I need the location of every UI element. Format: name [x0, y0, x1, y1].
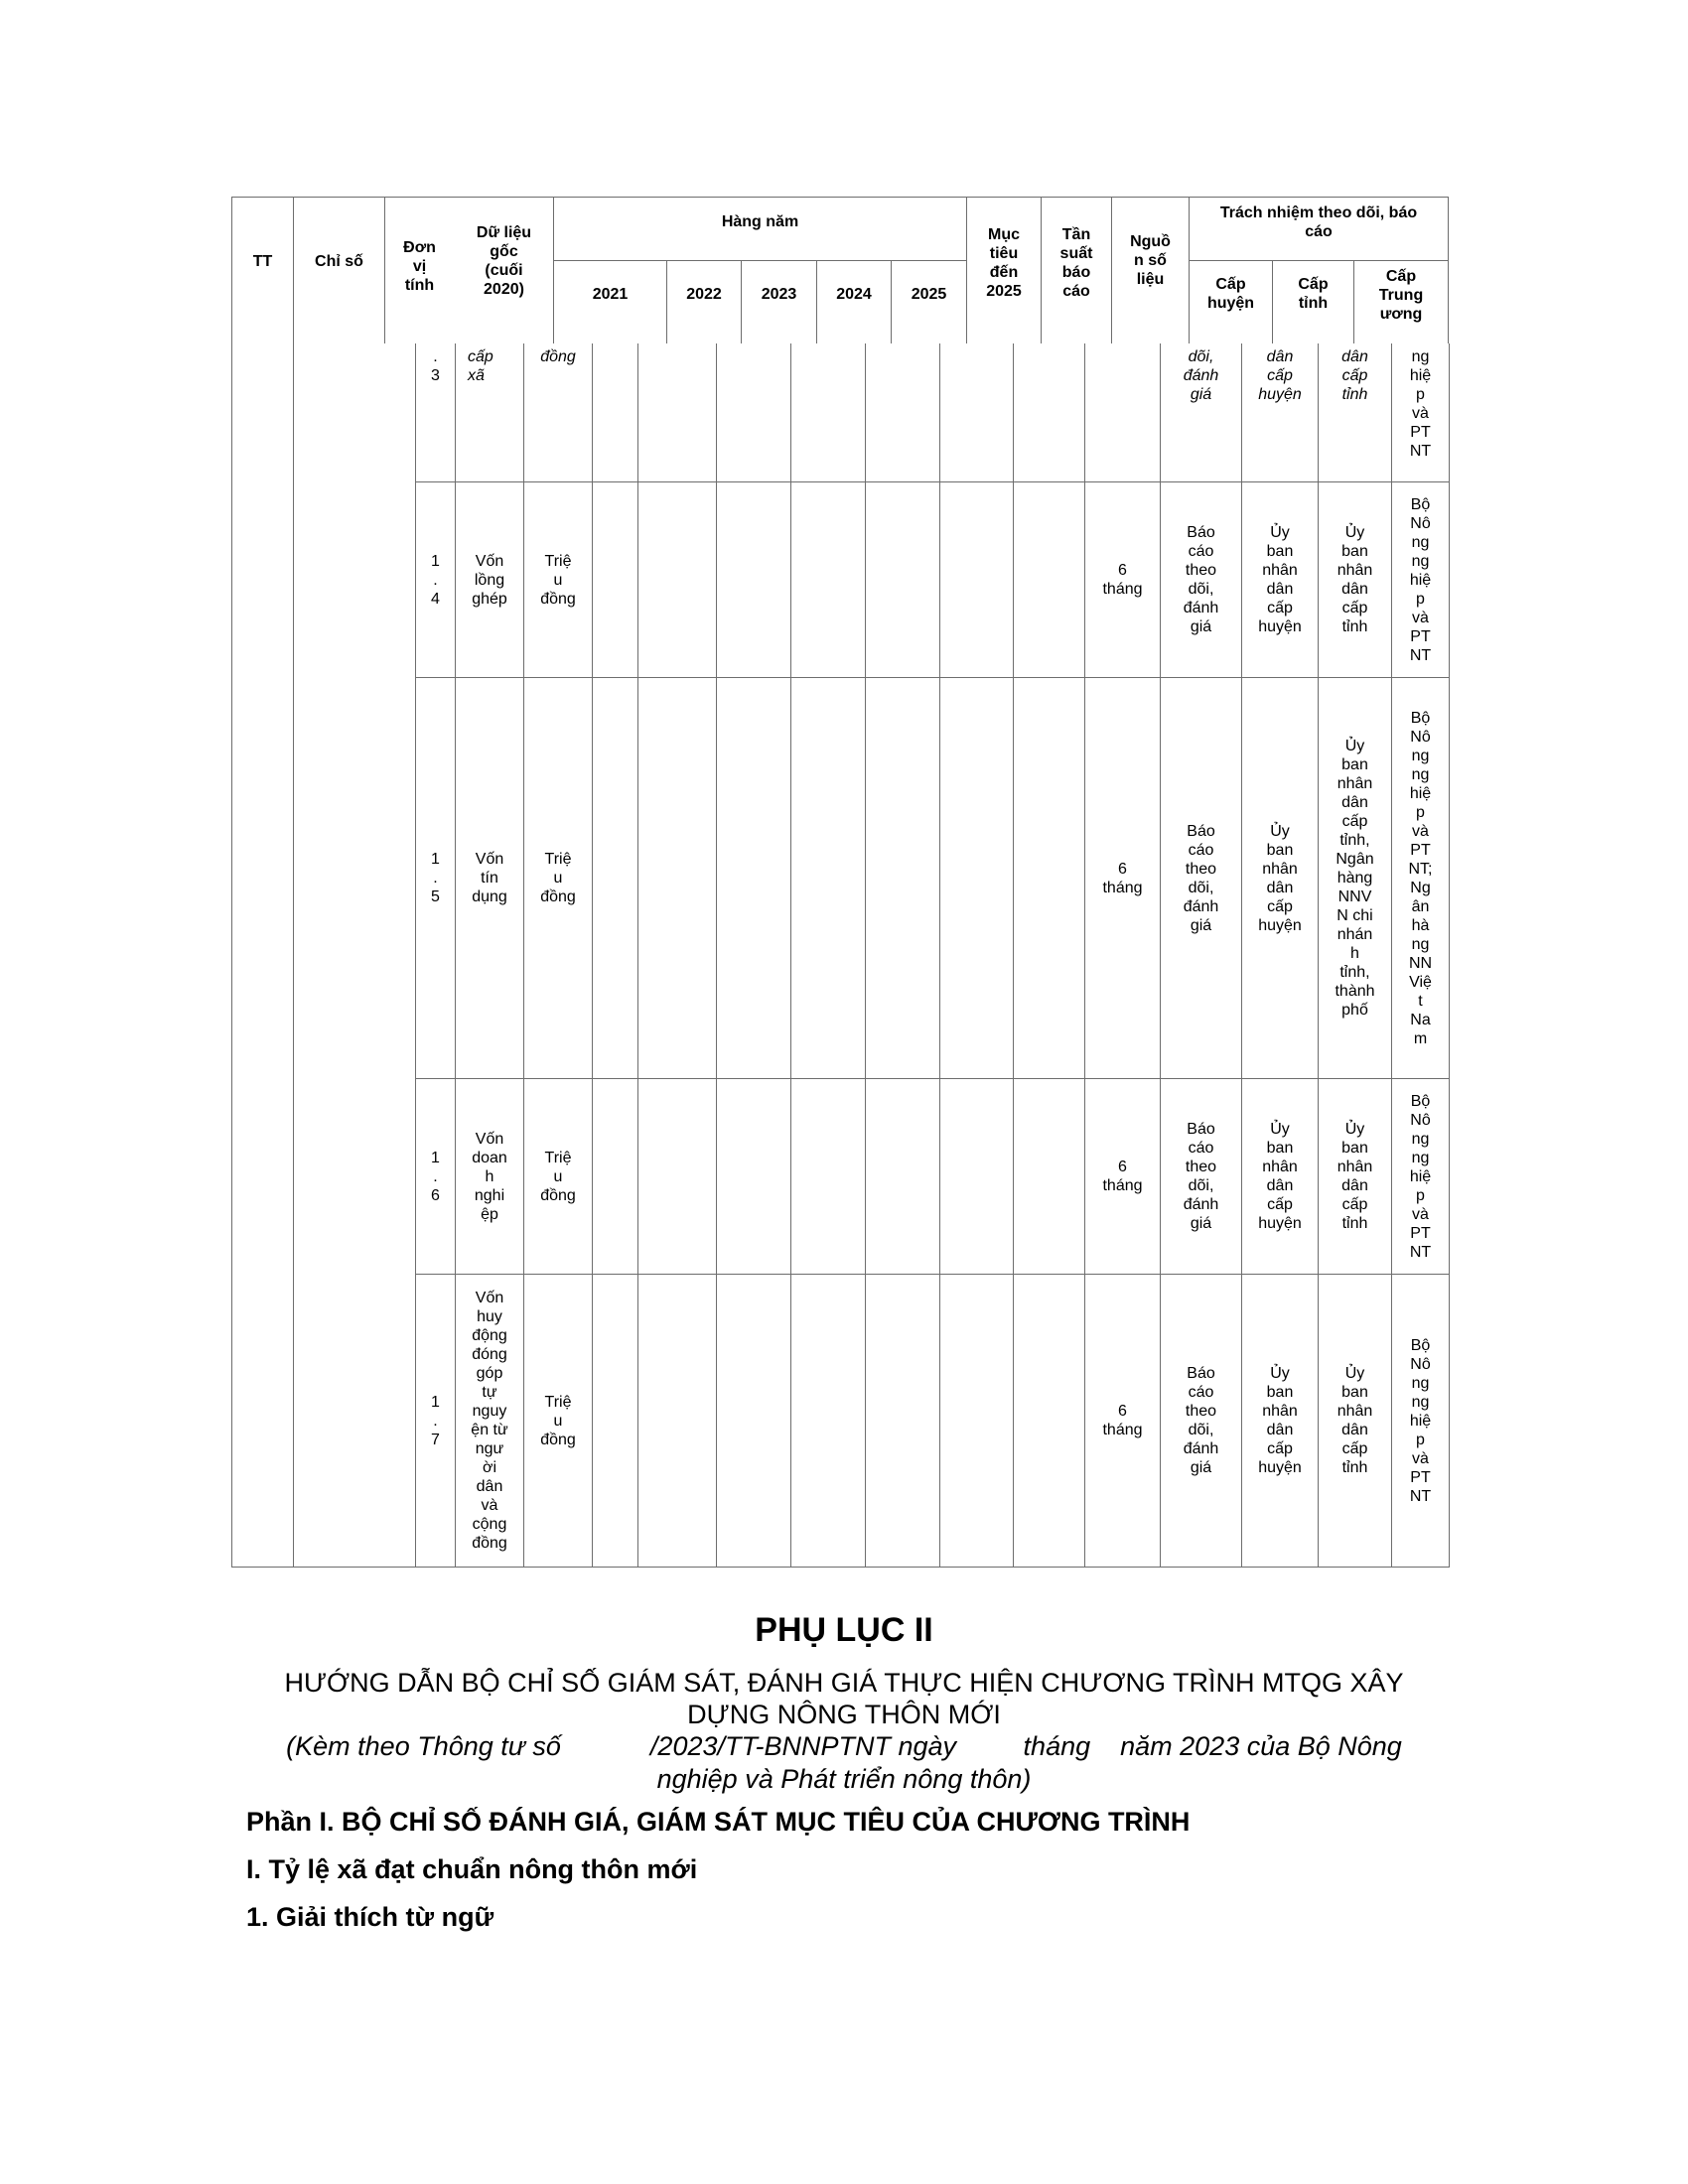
- row-nguon: dõi, đánh giá: [1183, 348, 1219, 403]
- header-year-2023: 2023: [761, 285, 797, 303]
- row-cap-huyen: Ủy ban nhân dân cấp huyện: [1258, 822, 1302, 934]
- row-nguon: Báo cáo theo dõi, đánh giá: [1183, 1365, 1219, 1476]
- row-stt: 1 . 7: [431, 1393, 440, 1448]
- header-hang-nam: Hàng năm: [721, 212, 799, 230]
- header-tan-suat: Tần suất báo cáo: [1059, 226, 1093, 300]
- section-heading: I. Tỷ lệ xã đạt chuẩn nông thôn mới: [246, 1854, 698, 1884]
- header-year-2025: 2025: [911, 285, 947, 303]
- header-don-vi-tinh: Đơn vị tính: [403, 238, 436, 294]
- header-tt: TT: [252, 252, 273, 270]
- header-muc-tieu: Mục tiêu đến 2025: [986, 226, 1022, 300]
- row-nguon: Báo cáo theo dõi, đánh giá: [1183, 524, 1219, 635]
- row-chi-so: cấp xã: [468, 348, 493, 384]
- row-chi-so: Vốn huy động đóng góp tự nguy ện từ ngư ời dân và cộng đồng: [471, 1290, 508, 1552]
- row-cap-huyen: Ủy ban nhân dân cấp huyện: [1258, 524, 1302, 635]
- row-chi-so: Vốn lồng ghép: [472, 552, 507, 608]
- row-cap-tw: Bộ Nô ng ng hiệ p và PT NT: [1409, 1092, 1432, 1261]
- row-cap-huyen: dân cấp huyện: [1258, 348, 1302, 403]
- row-stt: 1 . 5: [431, 851, 440, 905]
- row-chi-so: Vốn tín dụng: [472, 851, 507, 905]
- header-cap-huyen: Cấp huyện: [1206, 276, 1255, 312]
- row-tan-suat: 6 tháng: [1102, 860, 1143, 896]
- row-cap-tw: Bộ Nô ng ng hiệ p và PT NT: [1409, 495, 1432, 664]
- row-cap-tw: ng hiệ p và PT NT: [1409, 348, 1432, 460]
- row-cap-tinh: dân cấp tỉnh: [1341, 348, 1368, 403]
- subsection-heading: 1. Giải thích từ ngữ: [246, 1902, 494, 1932]
- header-chi-so: Chỉ số: [315, 252, 363, 270]
- header-trach-nhiem: Trách nhiệm theo dõi, báo cáo: [1219, 205, 1418, 240]
- appendix-title: PHỤ LỤC II: [755, 1611, 933, 1649]
- row-don-vi: Triệ u đồng: [540, 552, 576, 608]
- row-tan-suat: 6 tháng: [1102, 562, 1143, 598]
- row-cap-huyen: Ủy ban nhân dân cấp huyện: [1258, 1365, 1302, 1476]
- row-tan-suat: 6 tháng: [1102, 1159, 1143, 1194]
- row-stt: . 3: [431, 348, 440, 384]
- row-cap-tw: Bộ Nô ng ng hiệ p và PT NT; Ng ân hà ng NN Việ t Na m: [1408, 709, 1433, 1047]
- header-cap-tinh: Cấp tỉnh: [1298, 276, 1329, 312]
- row-tan-suat: 6 tháng: [1102, 1403, 1143, 1438]
- row-don-vi: Triệ u đồng: [540, 1149, 576, 1204]
- header-cap-trung-uong: Cấp Trung ương: [1378, 267, 1424, 323]
- header-year-2024: 2024: [836, 285, 872, 303]
- appendix-note-line2: nghiệp và Phát triển nông thôn): [656, 1764, 1032, 1794]
- header-du-lieu-goc: Dữ liệu gốc (cuối 2020): [476, 223, 532, 298]
- part-heading: Phần I. BỘ CHỈ SỐ ĐÁNH GIÁ, GIÁM SÁT MỤC TIÊU CỦA CHƯƠNG TRÌNH: [246, 1807, 1191, 1837]
- row-don-vi: Triệ u đồng: [540, 1393, 576, 1448]
- row-don-vi: Triệ u đồng: [540, 851, 576, 905]
- appendix-subtitle-line1: HƯỚNG DẪN BỘ CHỈ SỐ GIÁM SÁT, ĐÁNH GIÁ THỰC HIỆN CHƯƠNG TRÌNH MTQG XÂY: [284, 1668, 1404, 1698]
- row-cap-tw: Bộ Nô ng ng hiệ p và PT NT: [1409, 1336, 1432, 1505]
- appendix-subtitle-line2: DỰNG NÔNG THÔN MỚI: [687, 1700, 1001, 1729]
- row-cap-tinh: Ủy ban nhân dân cấp tỉnh, Ngân hàng NNV N chi nhán h tỉnh, thành phố: [1335, 738, 1375, 1019]
- header-year-2022: 2022: [686, 285, 722, 303]
- row-nguon: Báo cáo theo dõi, đánh giá: [1183, 822, 1219, 934]
- appendix-note-line1: (Kèm theo Thông tư số /2023/TT-BNNPTNT ngày tháng năm 2023 của Bộ Nông: [286, 1731, 1402, 1761]
- row-don-vi: đồng: [540, 348, 576, 365]
- row-stt: 1 . 4: [431, 552, 440, 608]
- row-cap-tinh: Ủy ban nhân dân cấp tỉnh: [1336, 1365, 1373, 1476]
- row-nguon: Báo cáo theo dõi, đánh giá: [1183, 1121, 1219, 1232]
- header-year-2021: 2021: [592, 285, 629, 303]
- row-chi-so: Vốn doan h nghi ệp: [472, 1130, 507, 1223]
- header-nguon-so-lieu: Nguồ n số liệu: [1130, 233, 1171, 288]
- row-stt: 1 . 6: [431, 1149, 440, 1204]
- row-cap-huyen: Ủy ban nhân dân cấp huyện: [1258, 1121, 1302, 1232]
- row-cap-tinh: Ủy ban nhân dân cấp tỉnh: [1336, 1121, 1373, 1232]
- row-cap-tinh: Ủy ban nhân dân cấp tỉnh: [1336, 524, 1373, 635]
